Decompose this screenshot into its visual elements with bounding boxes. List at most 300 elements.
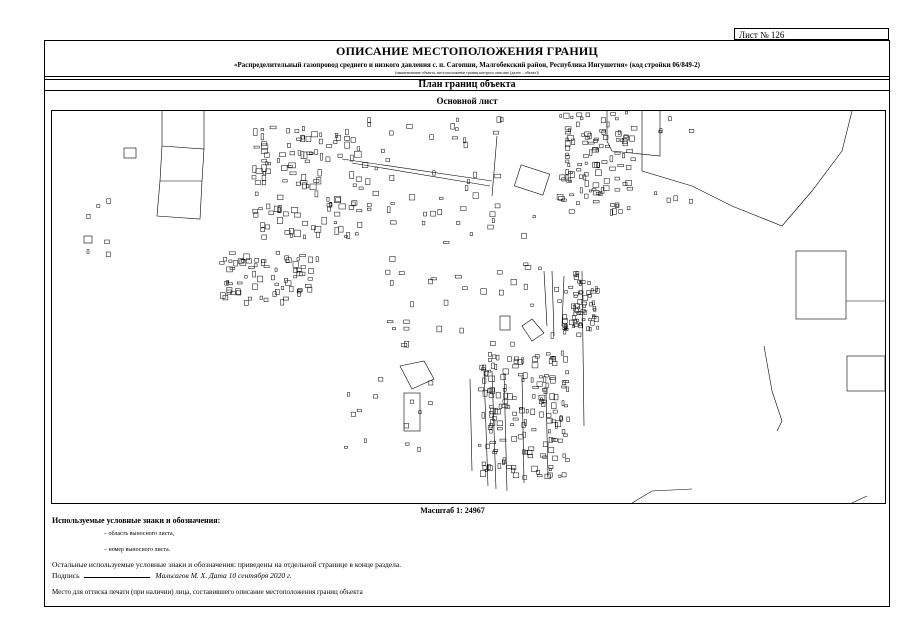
building-outline [322,217,327,224]
building-outline [495,174,501,178]
building-outline [290,152,295,155]
building-outline [298,151,301,156]
road-line [492,136,497,196]
building-outline [544,377,546,383]
building-outline [560,115,562,118]
building-outline [497,271,502,274]
building-outline [569,178,571,181]
building-outline [583,141,588,144]
building-outline [282,166,288,171]
building-outline [286,281,291,286]
building-outline [368,118,371,123]
building-outline [567,417,570,421]
building-outline [591,321,595,325]
building-outline [585,137,589,140]
building-outline [501,374,506,379]
building-outline [551,377,556,383]
building-outline [533,394,536,398]
building-outline [581,117,584,120]
building-outline [443,241,449,243]
building-outline [551,333,554,339]
building-outline [253,166,256,173]
building-outline [616,204,619,207]
building-outline [386,270,390,274]
building-outline [262,180,265,184]
building-outline [367,203,371,206]
building-outline [511,466,516,470]
building-outline [577,169,581,172]
building-outline [404,393,420,431]
building-outline [497,421,502,426]
building-outline [288,165,293,167]
building-outline [500,118,503,122]
building-outline [582,134,585,137]
building-outline [558,439,562,443]
building-outline [495,364,497,369]
building-outline [350,172,354,179]
building-outline [496,355,499,360]
building-outline [593,201,599,203]
building-outline [271,275,274,280]
building-outline [318,170,322,177]
building-outline [305,160,309,163]
building-outline [579,322,581,325]
building-outline [496,392,500,398]
building-outline [584,173,588,177]
building-outline [220,262,225,265]
building-outline [563,434,567,436]
building-outline [480,365,484,370]
building-outline [558,300,562,303]
building-outline [595,163,600,168]
building-outline [518,360,522,365]
building-outline [283,212,288,216]
road-line [504,373,507,491]
building-outline [409,195,415,200]
building-outline [584,310,586,315]
building-outline [593,183,599,188]
building-outline [431,278,437,280]
building-outline [308,278,313,281]
building-outline [234,260,238,266]
building-outline [320,133,322,137]
building-outline [124,148,136,158]
building-outline [260,296,263,299]
building-outline [481,289,487,295]
building-outline [237,282,242,284]
building-outline [493,131,498,134]
building-outline [589,318,592,320]
building-outline [289,228,293,234]
building-outline [317,232,320,238]
building-outline [373,395,377,398]
other-symbols-note: Остальные используемые условные знаки и обозначения: приведены на отдельной странице в конце раздела. [52,560,402,569]
building-outline [513,365,519,368]
building-outline [84,236,92,243]
building-outline [512,468,515,473]
building-outline [626,165,631,169]
building-outline [302,136,305,139]
building-outline [267,204,270,209]
building-outline [270,126,276,129]
building-outline [502,460,504,465]
building-outline [300,254,306,256]
building-outline [359,187,363,189]
building-outline [492,363,495,369]
building-outline [304,152,307,158]
building-outline [503,393,507,398]
main-sheet-label: Основной лист [436,96,498,106]
legend-item-insert-number: – номер выносного листа. [104,547,171,553]
building-outline [277,217,282,223]
building-outline [595,170,601,176]
building-outline [574,323,578,327]
building-outline [523,373,527,379]
building-outline [327,207,330,211]
building-outline [254,264,257,267]
building-outline [451,123,455,129]
building-outline [618,130,620,134]
building-outline [542,389,546,392]
building-outline [561,351,563,355]
building-outline [262,260,267,263]
road-line [552,271,554,336]
building-outline [303,235,305,239]
building-outline [669,117,672,121]
building-outline [512,397,516,400]
parcel-outline [522,319,544,341]
building-outline [390,175,394,180]
building-outline [281,286,284,289]
building-outline [570,194,574,196]
building-outline [604,179,609,184]
building-outline [579,175,582,179]
building-outline [276,251,280,254]
building-outline [563,454,566,457]
building-outline [585,132,591,136]
building-outline [264,298,268,302]
building-outline [580,188,582,193]
building-outline [357,147,360,151]
building-outline [261,228,265,232]
parcel-outline [847,356,885,391]
building-outline [564,405,567,407]
building-outline [571,116,573,118]
building-outline [319,139,322,144]
building-outline [439,197,443,199]
building-outline [518,374,523,376]
building-outline [482,462,485,466]
road-line [546,391,548,476]
building-outline [87,214,90,218]
building-outline [303,221,308,225]
building-outline [490,341,495,345]
building-outline [631,158,636,161]
building-outline [338,154,342,157]
building-outline [577,113,582,117]
building-outline [310,184,316,190]
signature-date: Дата 10 сентября 2020 г. [209,571,292,580]
building-outline [261,223,265,228]
building-outline [520,407,523,409]
building-outline [456,222,460,225]
building-outline [506,466,511,469]
building-outline [574,312,577,316]
building-outline [309,257,313,263]
road-line [470,379,472,471]
building-outline [553,456,558,460]
building-outline [524,284,527,289]
building-outline [294,230,300,237]
building-outline [500,316,510,330]
building-outline [585,162,587,164]
building-outline [655,192,657,195]
building-outline [563,315,567,320]
building-outline [586,113,590,117]
building-outline [539,376,542,378]
building-outline [262,175,266,180]
building-outline [437,326,442,332]
legend-item-insert-area: – область выносного листа, [104,531,175,537]
building-outline [555,287,559,291]
building-outline [549,448,554,453]
parcel-outline [157,181,202,219]
building-outline [365,179,370,185]
building-outline [546,383,548,388]
building-outline [336,198,341,202]
building-outline [390,131,394,135]
building-outline [354,151,361,157]
building-outline [249,267,255,269]
building-outline [277,159,279,163]
building-outline [334,222,337,224]
building-outline [317,178,321,184]
building-outline [460,207,466,211]
building-outline [306,136,311,141]
building-outline [463,287,468,290]
building-outline [565,141,570,146]
parcel-outline [162,111,204,149]
building-outline [345,142,350,148]
building-outline [625,111,627,114]
building-outline [562,401,564,406]
building-outline [438,210,442,215]
building-outline [347,393,349,397]
building-outline [460,328,464,333]
signature-line [84,570,150,578]
building-outline [568,163,570,166]
building-outline [275,283,279,286]
building-outline [536,470,540,474]
building-outline [537,382,542,387]
building-outline [623,182,627,185]
building-outline [455,275,461,278]
building-outline [522,233,527,238]
building-outline [627,207,630,210]
building-outline [254,146,259,148]
building-outline [433,171,436,175]
building-outline [513,418,518,420]
building-outline [548,430,550,433]
header-block [45,41,889,77]
building-outline [274,206,280,212]
building-outline [549,465,553,468]
building-outline [514,357,518,360]
building-outline [622,154,624,158]
building-outline [456,128,459,131]
signer-name: Мальсагов М. Х. [155,571,208,580]
building-outline [287,144,290,148]
road-line [852,496,867,503]
building-outline [568,129,570,132]
building-outline [404,341,408,347]
building-outline [387,207,390,213]
road-line [522,376,524,483]
building-outline [346,129,349,135]
building-outline [391,280,394,285]
building-outline [345,136,350,140]
building-outline [430,135,434,140]
building-outline [294,276,297,278]
building-outline [224,257,227,261]
building-outline [482,413,485,419]
building-outline [273,292,276,297]
building-outline [566,371,569,374]
building-outline [548,473,553,477]
building-outline [291,207,298,212]
building-outline [489,376,495,381]
building-outline [327,145,332,148]
building-outline [431,211,436,216]
building-outline [577,333,581,337]
building-outline [540,412,544,417]
building-outline [610,204,614,207]
building-outline [500,439,506,441]
parcel-outline [607,111,660,156]
building-outline [262,235,267,239]
building-outline [391,202,394,204]
building-outline [514,165,549,195]
document-title: ОПИСАНИЕ МЕСТОПОЛОЖЕНИЯ ГРАНИЦ [336,44,598,58]
building-outline [567,387,569,392]
building-outline [615,189,620,191]
building-outline [560,175,565,180]
building-outline [601,118,605,123]
building-outline [489,358,492,361]
building-outline [229,260,232,263]
building-outline [503,458,506,464]
building-outline [602,161,607,164]
building-outline [386,159,390,162]
building-outline [490,441,496,444]
building-outline [287,128,290,133]
building-outline [569,286,573,288]
building-outline [531,409,535,415]
building-outline [295,130,299,133]
building-outline [574,292,579,295]
road-line [544,271,547,326]
building-outline [478,444,481,446]
building-outline [244,300,248,305]
building-outline [583,155,588,158]
sheet-number: Лист № 126 [739,30,785,40]
building-outline [602,130,606,134]
building-outline [106,252,110,257]
building-outline [489,370,491,372]
building-outline [667,198,670,202]
building-outline [522,422,525,427]
building-outline [345,446,348,448]
building-outline [564,356,568,362]
building-outline [303,183,307,189]
building-outline [532,363,538,368]
building-outline [335,212,340,216]
building-outline [564,113,569,118]
building-outline [367,208,371,210]
building-outline [659,130,662,132]
building-outline [302,126,304,130]
building-outline [399,272,404,275]
building-outline [537,475,542,477]
building-outline [616,117,619,120]
building-outline [589,150,592,156]
building-outline [302,174,306,180]
building-outline [321,153,323,160]
building-outline [689,129,694,132]
building-outline [507,357,511,361]
building-outline [610,167,616,170]
building-outline [404,424,409,429]
object-name-note: (наименование объекта, местоположение границ которого описано (далее – объект)) [395,70,539,75]
parcel-outline [160,146,204,181]
building-outline [410,400,413,403]
signature-label: Подпись [52,571,80,580]
building-outline [624,135,628,138]
building-outline [541,454,546,457]
building-outline [631,126,637,130]
building-outline [368,122,371,126]
building-outline [547,413,552,417]
building-outline [565,132,571,135]
building-outline [381,149,384,152]
building-outline [513,412,517,415]
building-outline [630,136,635,141]
building-outline [301,152,304,159]
building-outline [615,177,620,180]
building-outline [253,284,258,290]
building-outline [600,130,606,133]
building-outline [457,118,459,121]
building-outline [262,142,267,146]
building-outline [283,180,288,182]
building-outline [255,192,258,196]
building-outline [552,361,557,366]
building-outline [470,233,473,236]
building-outline [316,257,318,262]
building-outline [578,163,582,166]
building-outline [565,291,568,293]
building-outline [490,212,495,217]
building-outline [481,368,485,371]
building-outline [327,197,329,201]
building-outline [297,258,299,261]
building-outline [309,269,314,274]
building-outline [488,225,494,229]
building-outline [542,403,545,407]
building-outline [535,354,539,358]
building-outline [335,228,339,235]
building-outline [582,302,587,305]
